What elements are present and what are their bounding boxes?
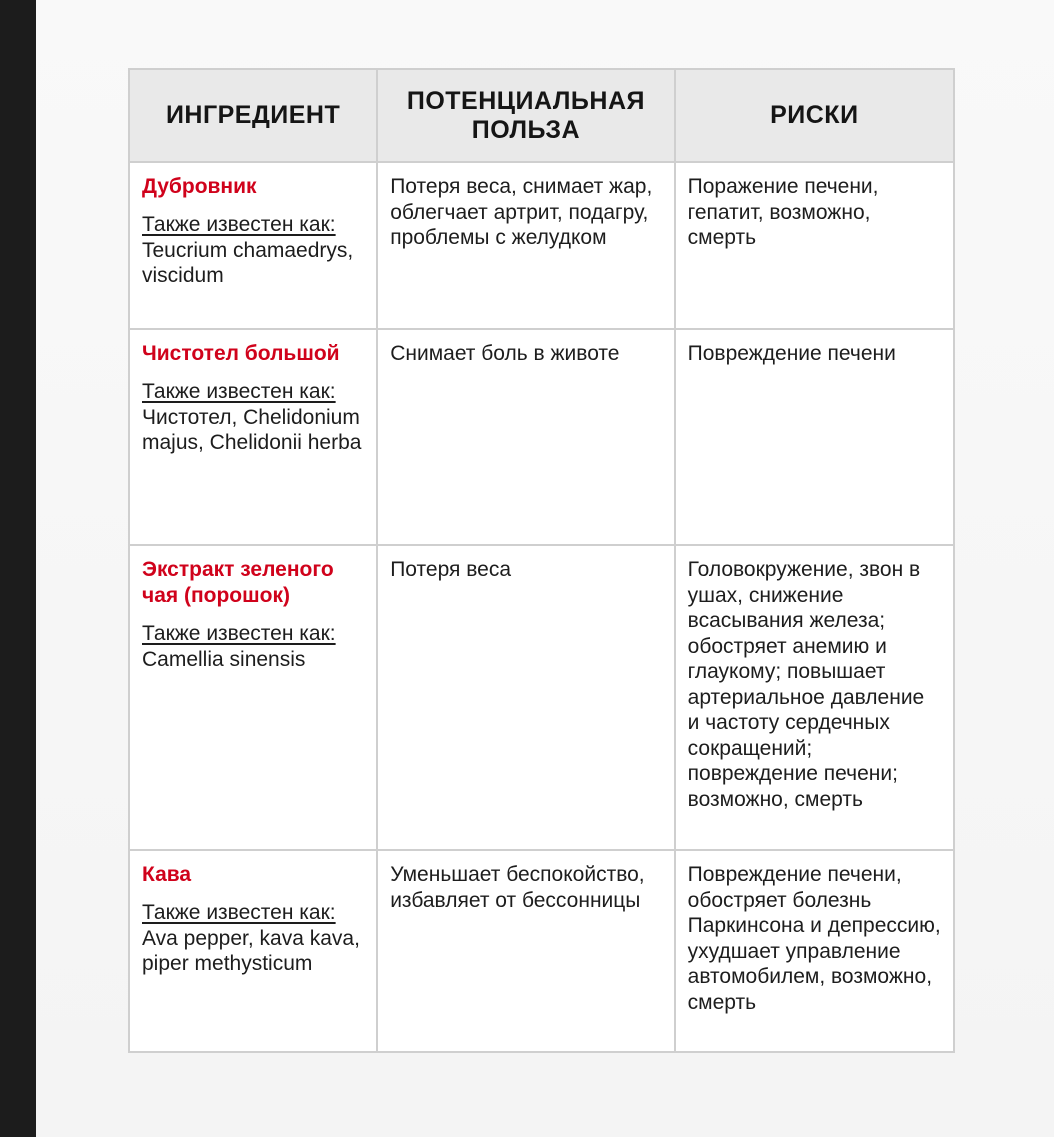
aka-value: Ava pepper, kava kava, piper methysticum: [142, 926, 360, 975]
risks-cell: Головокружение, звон в ушах, снижение всасывания железа; обостряет анемию и глаукому; повышает артериальное давление и частоту сердечных сокращений; повреждение печени; возможно, смерть: [675, 545, 954, 850]
header-risks: РИСКИ: [675, 69, 954, 162]
aka-value: Чистотел, Chelidonium majus, Chelidonii herba: [142, 405, 362, 454]
benefit-cell: Потеря веса, снимает жар, облегчает артрит, подагру, проблемы с желудком: [377, 162, 674, 329]
ingredient-cell: [129, 545, 377, 850]
table-body: [129, 162, 954, 1052]
aka-label: Также известен как:: [142, 380, 336, 403]
table-row: [129, 545, 954, 850]
table-row: [129, 329, 954, 545]
ingredient-aka: [142, 379, 364, 456]
risks-cell: Поражение печени, гепатит, возможно, смерть: [675, 162, 954, 329]
ingredient-name: Чистотел большой: [142, 342, 340, 365]
ingredient-aka: [142, 621, 364, 672]
table-header: [129, 69, 954, 162]
risks-cell: Повреждение печени: [675, 329, 954, 545]
aka-value: Camellia sinensis: [142, 647, 306, 671]
aka-label: Также известен как:: [142, 213, 336, 236]
header-row: [129, 69, 954, 162]
ingredient-name: Кава: [142, 863, 192, 886]
benefit-cell: Потеря веса: [377, 545, 674, 850]
table-row: [129, 162, 954, 329]
ingredient-name: Экстракт зеленого чая (порошок): [142, 558, 334, 607]
benefit-cell: Снимает боль в животе: [377, 329, 674, 545]
ingredient-cell: [129, 850, 377, 1052]
aka-label: Также известен как:: [142, 901, 336, 924]
aka-label: Также известен как:: [142, 622, 336, 645]
header-benefit: ПОТЕНЦИАЛЬНАЯ ПОЛЬЗА: [377, 69, 674, 162]
page: [36, 0, 1054, 1137]
table-row: [129, 850, 954, 1052]
aka-value: Teucrium chamaedrys, viscidum: [142, 238, 354, 287]
ingredient-name: Дубровник: [142, 175, 257, 198]
ingredient-aka: [142, 212, 364, 289]
ingredient-aka: [142, 900, 364, 977]
ingredient-cell: [129, 162, 377, 329]
ingredient-cell: [129, 329, 377, 545]
herbs-table: [128, 68, 955, 1053]
header-ingredient: ИНГРЕДИЕНТ: [129, 69, 377, 162]
risks-cell: Повреждение печени, обостряет болезнь Паркинсона и депрессию, ухудшает управление автомобилем, возможно, смерть: [675, 850, 954, 1052]
benefit-cell: Уменьшает беспокойство, избавляет от бессонницы: [377, 850, 674, 1052]
